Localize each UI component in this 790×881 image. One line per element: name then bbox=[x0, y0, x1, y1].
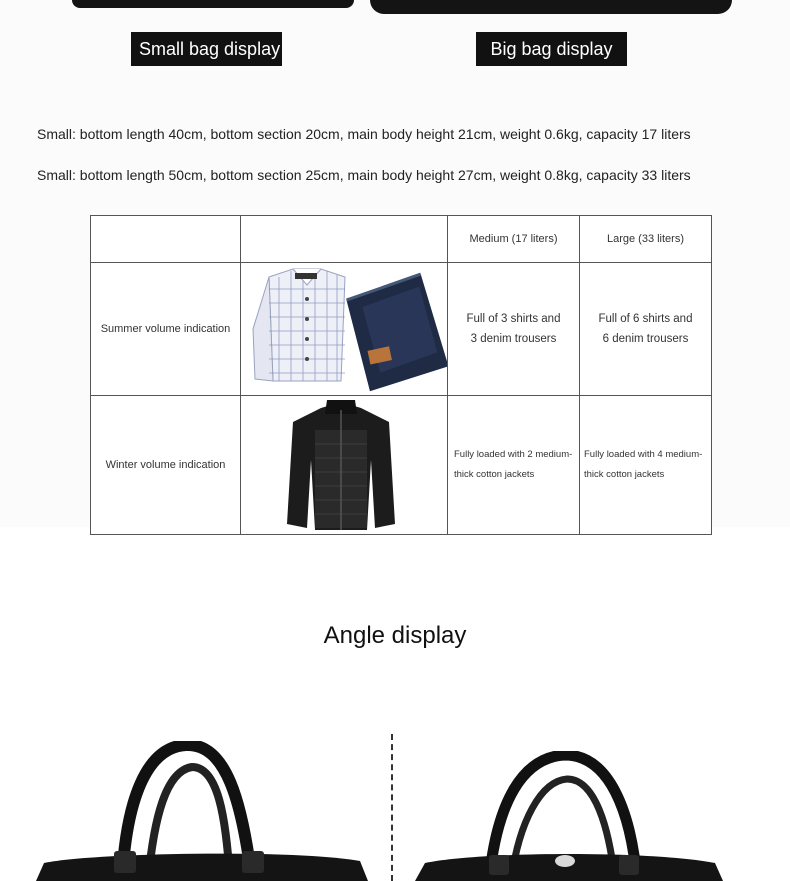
table-header-row bbox=[91, 216, 712, 263]
table-row bbox=[91, 263, 712, 396]
shirt-and-jeans-icon bbox=[241, 263, 447, 395]
spec-line-small: Small: bottom length 40cm, bottom section 20cm, main body height 21cm, weight 0.6kg, capacity 17 liters bbox=[37, 126, 691, 142]
summer-medium-line2: 3 denim trousers bbox=[470, 333, 557, 345]
right-bag-photo bbox=[405, 751, 735, 881]
summer-large-line1: Full of 6 shirts and bbox=[598, 313, 693, 325]
winter-row-label-text: Winter volume indication bbox=[105, 459, 226, 471]
big-bag-photo-crop bbox=[370, 0, 732, 14]
summer-medium-line1: Full of 3 shirts and bbox=[466, 313, 561, 325]
winter-medium-cell bbox=[448, 396, 580, 535]
summer-medium-cell bbox=[448, 263, 580, 396]
table-row bbox=[91, 396, 712, 535]
summer-row-image bbox=[241, 263, 448, 396]
winter-medium-line2: thick cotton jackets bbox=[454, 469, 535, 480]
header-cell-empty-1 bbox=[91, 216, 241, 263]
cotton-jacket-icon bbox=[241, 396, 447, 534]
capacity-table bbox=[90, 215, 712, 535]
spec-line-large: Small: bottom length 50cm, bottom section 25cm, main body height 27cm, weight 0.8kg, capacity 33 liters bbox=[37, 167, 691, 183]
summer-large-line2: 6 denim trousers bbox=[602, 333, 689, 345]
header-cell-empty-2 bbox=[241, 216, 448, 263]
header-large: Large (33 liters) bbox=[580, 216, 712, 263]
winter-medium-line1: Fully loaded with 2 medium- bbox=[454, 449, 573, 460]
photo-divider bbox=[391, 734, 393, 881]
small-bag-photo-crop bbox=[72, 0, 354, 8]
summer-row-label bbox=[91, 263, 241, 396]
winter-row-image bbox=[241, 396, 448, 535]
winter-row-label bbox=[91, 396, 241, 535]
winter-large-line1: Fully loaded with 4 medium- bbox=[584, 449, 703, 460]
winter-large-line2: thick cotton jackets bbox=[584, 469, 665, 480]
summer-row-label-text: Summer volume indication bbox=[100, 323, 231, 335]
angle-display-title: Angle display bbox=[323, 622, 467, 649]
summer-large-cell bbox=[580, 263, 712, 396]
winter-large-cell bbox=[580, 396, 712, 535]
big-bag-display-label: Big bag display bbox=[476, 32, 627, 66]
left-bag-photo bbox=[30, 741, 370, 881]
small-bag-display-label: Small bag display bbox=[131, 32, 282, 66]
header-medium: Medium (17 liters) bbox=[448, 216, 580, 263]
